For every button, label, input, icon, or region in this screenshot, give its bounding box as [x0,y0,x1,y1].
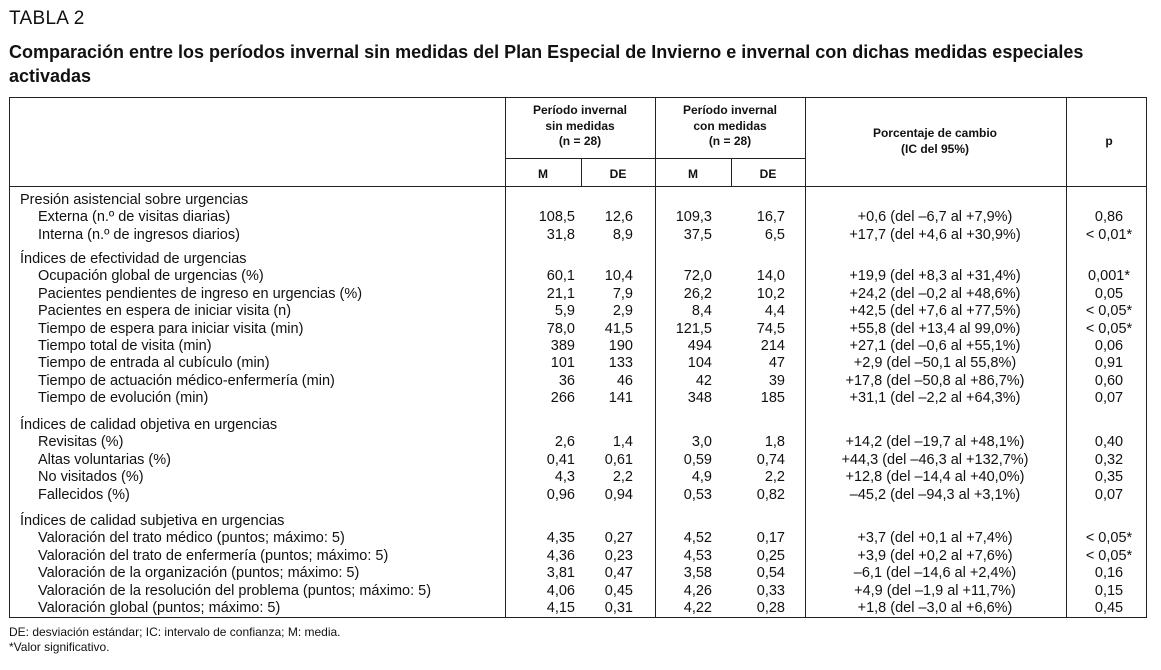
section-heading [0,417,1161,434]
row-label: Tiempo de evolución (min) [38,390,209,407]
de-sin-medidas: 2,9 [612,303,633,320]
m-con-medidas: 104 [687,355,712,372]
table-row [0,434,1161,451]
de-sin-medidas: 190 [608,338,633,354]
de-con-medidas: 6,5 [764,226,785,243]
footnote-abbrev: DE: desviación estándar; IC: intervalo de confianza; M: media. [9,625,341,639]
table-row [0,452,1161,469]
porcentaje-cambio: +2,9 (del –50,1 al 55,8%) [853,355,1017,372]
header-period1 [505,103,655,150]
porcentaje-cambio: +1,8 (del –3,0 al +6,6%) [857,600,1013,616]
de-con-medidas: 185 [760,390,785,407]
m-sin-medidas: 0,96 [546,486,575,503]
de-sin-medidas: 133 [608,355,633,372]
de-con-medidas: 10,2 [756,285,785,302]
p-value: 0,15 [1094,582,1124,599]
de-con-medidas: 14,0 [756,268,785,285]
de-con-medidas: 0,54 [756,565,785,582]
row-label: No visitados (%) [38,469,144,486]
de-sin-medidas: 2,2 [612,469,633,486]
de-sin-medidas: 0,94 [604,486,633,503]
porcentaje-cambio: +4,9 (del –1,9 al +11,7%) [854,582,1016,599]
de-con-medidas: 214 [760,338,785,354]
table-title: Comparación entre los períodos invernal sin medidas del Plan Especial de Invierno e invernal con dichas medidas especiales activadas [9,42,1084,86]
row-label: Valoración del trato médico (puntos; máximo: 5) [38,530,345,547]
row-label: Pacientes en espera de iniciar visita (n) [38,303,292,320]
header-change-line2: (IC del 95%) [900,141,969,156]
m-con-medidas: 4,22 [683,600,712,616]
p-value: 0,001* [1088,268,1130,285]
m-sin-medidas: 36 [558,372,575,389]
table-row [0,355,1161,372]
porcentaje-cambio: –6,1 (del –14,6 al +2,4%) [853,565,1017,582]
m-sin-medidas: 4,15 [546,600,575,616]
table-label: TABLA 2 [9,8,85,29]
m-sin-medidas: 389 [550,338,575,354]
header-m2: M [688,167,698,181]
p-value: 0,32 [1094,451,1124,468]
m-con-medidas: 494 [687,338,712,354]
porcentaje-cambio: +12,8 (del –14,4 al +40,0%) [845,469,1025,486]
section-heading [0,251,1161,268]
header-period2-line3: (n = 28) [708,134,752,148]
de-sin-medidas: 0,23 [604,547,633,564]
porcentaje-cambio: +0,6 (del –6,7 al +7,9%) [857,209,1013,226]
m-sin-medidas: 78,0 [546,320,575,337]
section-title: Índices de efectividad de urgencias [20,251,247,267]
de-sin-medidas: 0,47 [604,565,633,582]
m-con-medidas: 3,58 [683,565,712,582]
porcentaje-cambio: +27,1 (del –0,6 al +55,1%) [849,338,1021,354]
row-label: Interna (n.º de ingresos diarios) [38,226,240,243]
p-value: 0,35 [1094,469,1124,486]
porcentaje-cambio: +31,1 (del –2,2 al +64,3%) [849,390,1021,407]
m-sin-medidas: 4,06 [546,582,575,599]
de-sin-medidas: 12,6 [604,209,633,226]
table-row [0,338,1161,355]
de-sin-medidas: 0,61 [604,451,633,468]
de-con-medidas: 0,82 [756,486,785,503]
row-label: Valoración global (puntos; máximo: 5) [38,600,281,616]
m-sin-medidas: 21,1 [546,285,575,302]
table-row [0,209,1161,226]
m-con-medidas: 121,5 [675,320,712,337]
p-value: 0,60 [1094,372,1124,389]
de-sin-medidas: 41,5 [604,320,633,337]
row-label: Revisitas (%) [38,434,124,451]
row-label: Valoración de la organización (puntos; máximo: 5) [38,565,360,582]
p-value: 0,07 [1094,390,1124,407]
section-title: Índices de calidad subjetiva en urgencias [20,513,285,529]
p-value: < 0,05* [1085,320,1133,337]
table-row [0,373,1161,390]
de-con-medidas: 0,74 [756,451,785,468]
de-sin-medidas: 10,4 [604,268,633,285]
m-sin-medidas: 3,81 [546,565,575,582]
p-value: < 0,05* [1085,303,1133,320]
de-con-medidas: 74,5 [756,320,785,337]
table-row [0,286,1161,303]
m-con-medidas: 109,3 [675,209,712,226]
porcentaje-cambio: +24,2 (del –0,2 al +48,6%) [849,285,1021,302]
table-row [0,321,1161,338]
de-sin-medidas: 7,9 [612,285,633,302]
row-label: Tiempo de espera para iniciar visita (min) [38,320,304,337]
header-period1-line2: sin medidas [545,118,615,133]
m-sin-medidas: 266 [550,390,575,407]
row-label: Pacientes pendientes de ingreso en urgencias (%) [38,285,363,302]
m-con-medidas: 42 [695,372,712,389]
p-value: < 0,01* [1085,226,1133,243]
porcentaje-cambio: –45,2 (del –94,3 al +3,1%) [849,486,1021,503]
m-sin-medidas: 5,9 [554,303,575,320]
m-sin-medidas: 2,6 [554,434,575,451]
m-con-medidas: 37,5 [683,226,712,243]
de-con-medidas: 1,8 [764,434,785,451]
p-value: < 0,05* [1085,547,1133,564]
row-label: Altas voluntarias (%) [38,451,171,468]
m-con-medidas: 4,53 [683,547,712,564]
header-period2-line2: con medidas [693,118,767,133]
de-sin-medidas: 141 [608,390,633,407]
p-value: 0,07 [1094,486,1124,503]
de-con-medidas: 39 [768,372,785,389]
porcentaje-cambio: +17,7 (del +4,6 al +30,9%) [849,226,1021,243]
porcentaje-cambio: +19,9 (del +8,3 al +31,4%) [849,268,1021,285]
header-m1: M [538,167,548,181]
row-label: Externa (n.º de visitas diarias) [38,209,231,226]
porcentaje-cambio: +3,7 (del +0,1 al +7,4%) [857,530,1013,547]
m-con-medidas: 4,26 [683,582,712,599]
table-row [0,487,1161,504]
p-value: 0,40 [1094,434,1124,451]
m-sin-medidas: 4,35 [546,530,575,547]
header-period2-line1: Período invernal [682,103,778,117]
header-p: p [1105,134,1113,148]
table-row [0,583,1161,600]
m-con-medidas: 0,59 [683,451,712,468]
table-row [0,303,1161,320]
row-label: Ocupación global de urgencias (%) [38,268,264,285]
p-value: 0,91 [1094,355,1124,372]
de-sin-medidas: 0,31 [604,600,633,616]
de-con-medidas: 2,2 [764,469,785,486]
section-heading [0,513,1161,530]
m-con-medidas: 8,4 [691,303,712,320]
de-sin-medidas: 0,27 [604,530,633,547]
p-value: 0,86 [1094,209,1124,226]
row-label: Tiempo de entrada al cubículo (min) [38,355,270,372]
de-con-medidas: 0,33 [756,582,785,599]
porcentaje-cambio: +14,2 (del –19,7 al +48,1%) [845,434,1025,451]
m-sin-medidas: 108,5 [538,209,575,226]
table-row [0,565,1161,582]
m-sin-medidas: 4,36 [546,547,575,564]
de-sin-medidas: 0,45 [604,582,633,599]
m-con-medidas: 26,2 [683,285,712,302]
p-value: < 0,05* [1085,530,1133,547]
porcentaje-cambio: +44,3 (del –46,3 al +132,7%) [841,451,1029,468]
porcentaje-cambio: +42,5 (del +7,6 al +77,5%) [849,303,1021,320]
m-con-medidas: 4,52 [683,530,712,547]
m-con-medidas: 348 [687,390,712,407]
de-sin-medidas: 1,4 [612,434,633,451]
porcentaje-cambio: +17,8 (del –50,8 al +86,7%) [845,372,1025,389]
table-row [0,548,1161,565]
header-change-line1: Porcentaje de cambio [872,126,998,140]
header-period1-line3: (n = 28) [558,134,602,148]
table-row [0,600,1161,617]
m-sin-medidas: 4,3 [554,469,575,486]
p-value: 0,06 [1094,338,1124,354]
table-row [0,268,1161,285]
header-period2 [655,103,805,150]
table-row [0,390,1161,407]
m-sin-medidas: 101 [550,355,575,372]
de-con-medidas: 16,7 [756,209,785,226]
de-con-medidas: 0,25 [756,547,785,564]
table-row [0,469,1161,486]
row-label: Valoración del trato de enfermería (puntos; máximo: 5) [38,547,389,564]
m-con-medidas: 0,53 [683,486,712,503]
m-sin-medidas: 31,8 [546,226,575,243]
section-heading [0,192,1161,209]
header-period1-line1: Período invernal [532,103,628,117]
footnote-significance: *Valor significativo. [9,640,110,654]
table-row [0,530,1161,547]
porcentaje-cambio: +55,8 (del +13,4 al 99,0%) [849,320,1021,337]
header-change [805,126,1065,157]
grid-line [505,158,805,159]
porcentaje-cambio: +3,9 (del +0,2 al +7,6%) [857,547,1013,564]
row-label: Valoración de la resolución del problema (puntos; máximo: 5) [38,582,432,599]
row-label: Fallecidos (%) [38,486,130,503]
grid-line [10,186,1146,187]
de-sin-medidas: 8,9 [612,226,633,243]
header-de2: DE [759,167,777,181]
de-con-medidas: 0,28 [756,600,785,616]
de-sin-medidas: 46 [616,372,633,389]
row-label: Tiempo de actuación médico-enfermería (min) [38,372,335,389]
section-title: Presión asistencial sobre urgencias [20,192,249,208]
row-label: Tiempo total de visita (min) [38,338,212,354]
section-title: Índices de calidad objetiva en urgencias [20,417,278,433]
m-con-medidas: 4,9 [691,469,712,486]
p-value: 0,45 [1094,600,1124,616]
de-con-medidas: 0,17 [756,530,785,547]
p-value: 0,16 [1094,565,1124,582]
table-row [0,227,1161,244]
header-de1: DE [609,167,627,181]
p-value: 0,05 [1094,285,1124,302]
m-con-medidas: 3,0 [691,434,712,451]
m-con-medidas: 72,0 [683,268,712,285]
de-con-medidas: 4,4 [764,303,785,320]
de-con-medidas: 47 [768,355,785,372]
m-sin-medidas: 60,1 [546,268,575,285]
m-sin-medidas: 0,41 [546,451,575,468]
